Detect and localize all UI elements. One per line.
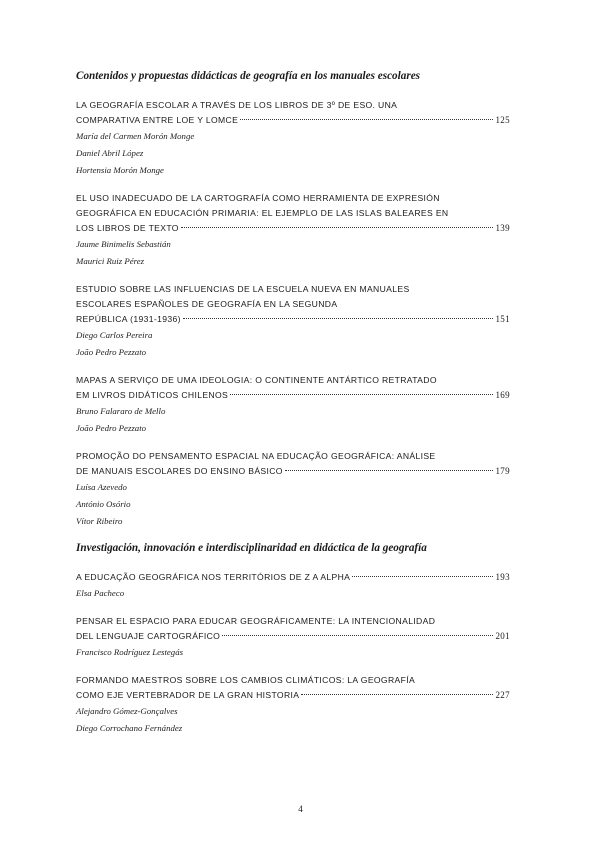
section-title: Contenidos y propuestas didácticas de geografía en los manuales escolares <box>76 70 421 82</box>
dot-leader <box>230 394 493 395</box>
entry-title-line: GEOGRÁFICA EN EDUCACIÓN PRIMARIA: EL EJEMPLO DE LAS ISLAS BALEARES EN <box>76 208 449 218</box>
entry-author: Diego Carlos Pereira <box>76 330 153 340</box>
dot-leader <box>285 470 494 471</box>
entry-title-text: REPÚBLICA (1931-1936) <box>76 314 181 324</box>
entry-author: António Osório <box>76 499 131 509</box>
toc-entry[interactable] <box>76 282 510 361</box>
entry-title-text: COMPARATIVA ENTRE LOE Y LOMCE <box>76 115 239 125</box>
entry-author: Elsa Pacheco <box>76 588 125 598</box>
entry-title-text: DE MANUAIS ESCOLARES DO ENSINO BÁSICO <box>76 466 283 476</box>
entry-author: Jaume Binimelis Sebastián <box>76 239 171 249</box>
page-number: 4 <box>298 804 303 814</box>
dot-leader <box>183 318 494 319</box>
entry-page-number: 125 <box>495 115 510 125</box>
entry-title-last-line <box>76 688 510 703</box>
entry-author: Diego Corrochano Fernández <box>76 723 183 733</box>
entry-page-number: 151 <box>495 314 510 324</box>
entry-title-last-line <box>76 312 510 327</box>
entry-title-line: EL USO INADECUADO DE LA CARTOGRAFÍA COMO HERRAMIENTA DE EXPRESIÓN <box>76 193 440 203</box>
entry-title-line: LA GEOGRAFÍA ESCOLAR A TRAVÉS DE LOS LIBROS DE 3º DE ESO. UNA <box>76 100 398 110</box>
entry-author: Bruno Falararo de Mello <box>76 406 166 416</box>
entry-author: João Pedro Pezzato <box>76 347 147 357</box>
entry-author: Alejandro Gómez-Gonçalves <box>76 706 178 716</box>
dot-leader <box>240 119 493 120</box>
table-of-contents <box>76 70 510 749</box>
dot-leader <box>222 635 493 636</box>
entry-title-text: A EDUCAÇÃO GEOGRÁFICA NOS TERRITÓRIOS DE Z A ALPHA <box>76 572 351 582</box>
entry-page-number: 193 <box>495 572 510 582</box>
entry-title-text: LOS LIBROS DE TEXTO <box>76 223 179 233</box>
entry-title-last-line <box>76 629 510 644</box>
entry-title-line: PROMOÇÃO DO PENSAMENTO ESPACIAL NA EDUCAÇÃO GEOGRÁFICA: ANÁLISE <box>76 451 436 461</box>
entry-title-last-line <box>76 388 510 403</box>
entry-page-number: 201 <box>495 631 510 641</box>
entry-author: Vítor Ribeiro <box>76 516 123 526</box>
section-title: Investigación, innovación e interdisciplinaridad en didáctica de la geografía <box>76 542 427 554</box>
entry-author: María del Carmen Morón Monge <box>76 131 195 141</box>
toc-entry[interactable] <box>76 191 510 270</box>
entry-page-number: 139 <box>495 223 510 233</box>
toc-entry[interactable] <box>76 673 510 737</box>
entry-author: Hortensia Morón Monge <box>76 165 164 175</box>
entry-title-line: MAPAS A SERVIÇO DE UMA IDEOLOGIA: O CONTINENTE ANTÁRTICO RETRATADO <box>76 375 437 385</box>
entry-title-last-line <box>76 464 510 479</box>
entry-author: Daniel Abril López <box>76 148 144 158</box>
entry-title-last-line <box>76 221 510 236</box>
entry-title-line: ESTUDIO SOBRE LAS INFLUENCIAS DE LA ESCUELA NUEVA EN MANUALES <box>76 284 410 294</box>
dot-leader <box>301 694 493 695</box>
toc-entry[interactable] <box>76 570 510 602</box>
toc-entry[interactable] <box>76 449 510 530</box>
entry-title-line: PENSAR EL ESPACIO PARA EDUCAR GEOGRÁFICAMENTE: LA INTENCIONALIDAD <box>76 616 436 626</box>
entry-title-line: ESCOLARES ESPAÑOLES DE GEOGRAFÍA EN LA SEGUNDA <box>76 299 338 309</box>
entry-page-number: 179 <box>495 466 510 476</box>
entry-author: Francisco Rodríguez Lestegás <box>76 647 184 657</box>
toc-entry[interactable] <box>76 98 510 179</box>
entry-title-text: COMO EJE VERTEBRADOR DE LA GRAN HISTORIA <box>76 690 300 700</box>
entry-title-text: EM LIVROS DIDÁTICOS CHILENOS <box>76 390 229 400</box>
entry-title-last-line <box>76 570 510 585</box>
entry-author: Maurici Ruiz Pérez <box>76 256 145 266</box>
entry-author: Luísa Azevedo <box>76 482 127 492</box>
entry-page-number: 227 <box>495 690 510 700</box>
toc-entry[interactable] <box>76 614 510 661</box>
entry-page-number: 169 <box>495 390 510 400</box>
dot-leader <box>352 576 493 577</box>
toc-entry[interactable] <box>76 373 510 437</box>
entry-author: João Pedro Pezzato <box>76 423 147 433</box>
dot-leader <box>181 227 494 228</box>
entry-title-line: FORMANDO MAESTROS SOBRE LOS CAMBIOS CLIMÁTICOS: LA GEOGRAFÍA <box>76 675 416 685</box>
entry-title-last-line <box>76 113 510 128</box>
entry-title-text: DEL LENGUAJE CARTOGRÁFICO <box>76 631 221 641</box>
